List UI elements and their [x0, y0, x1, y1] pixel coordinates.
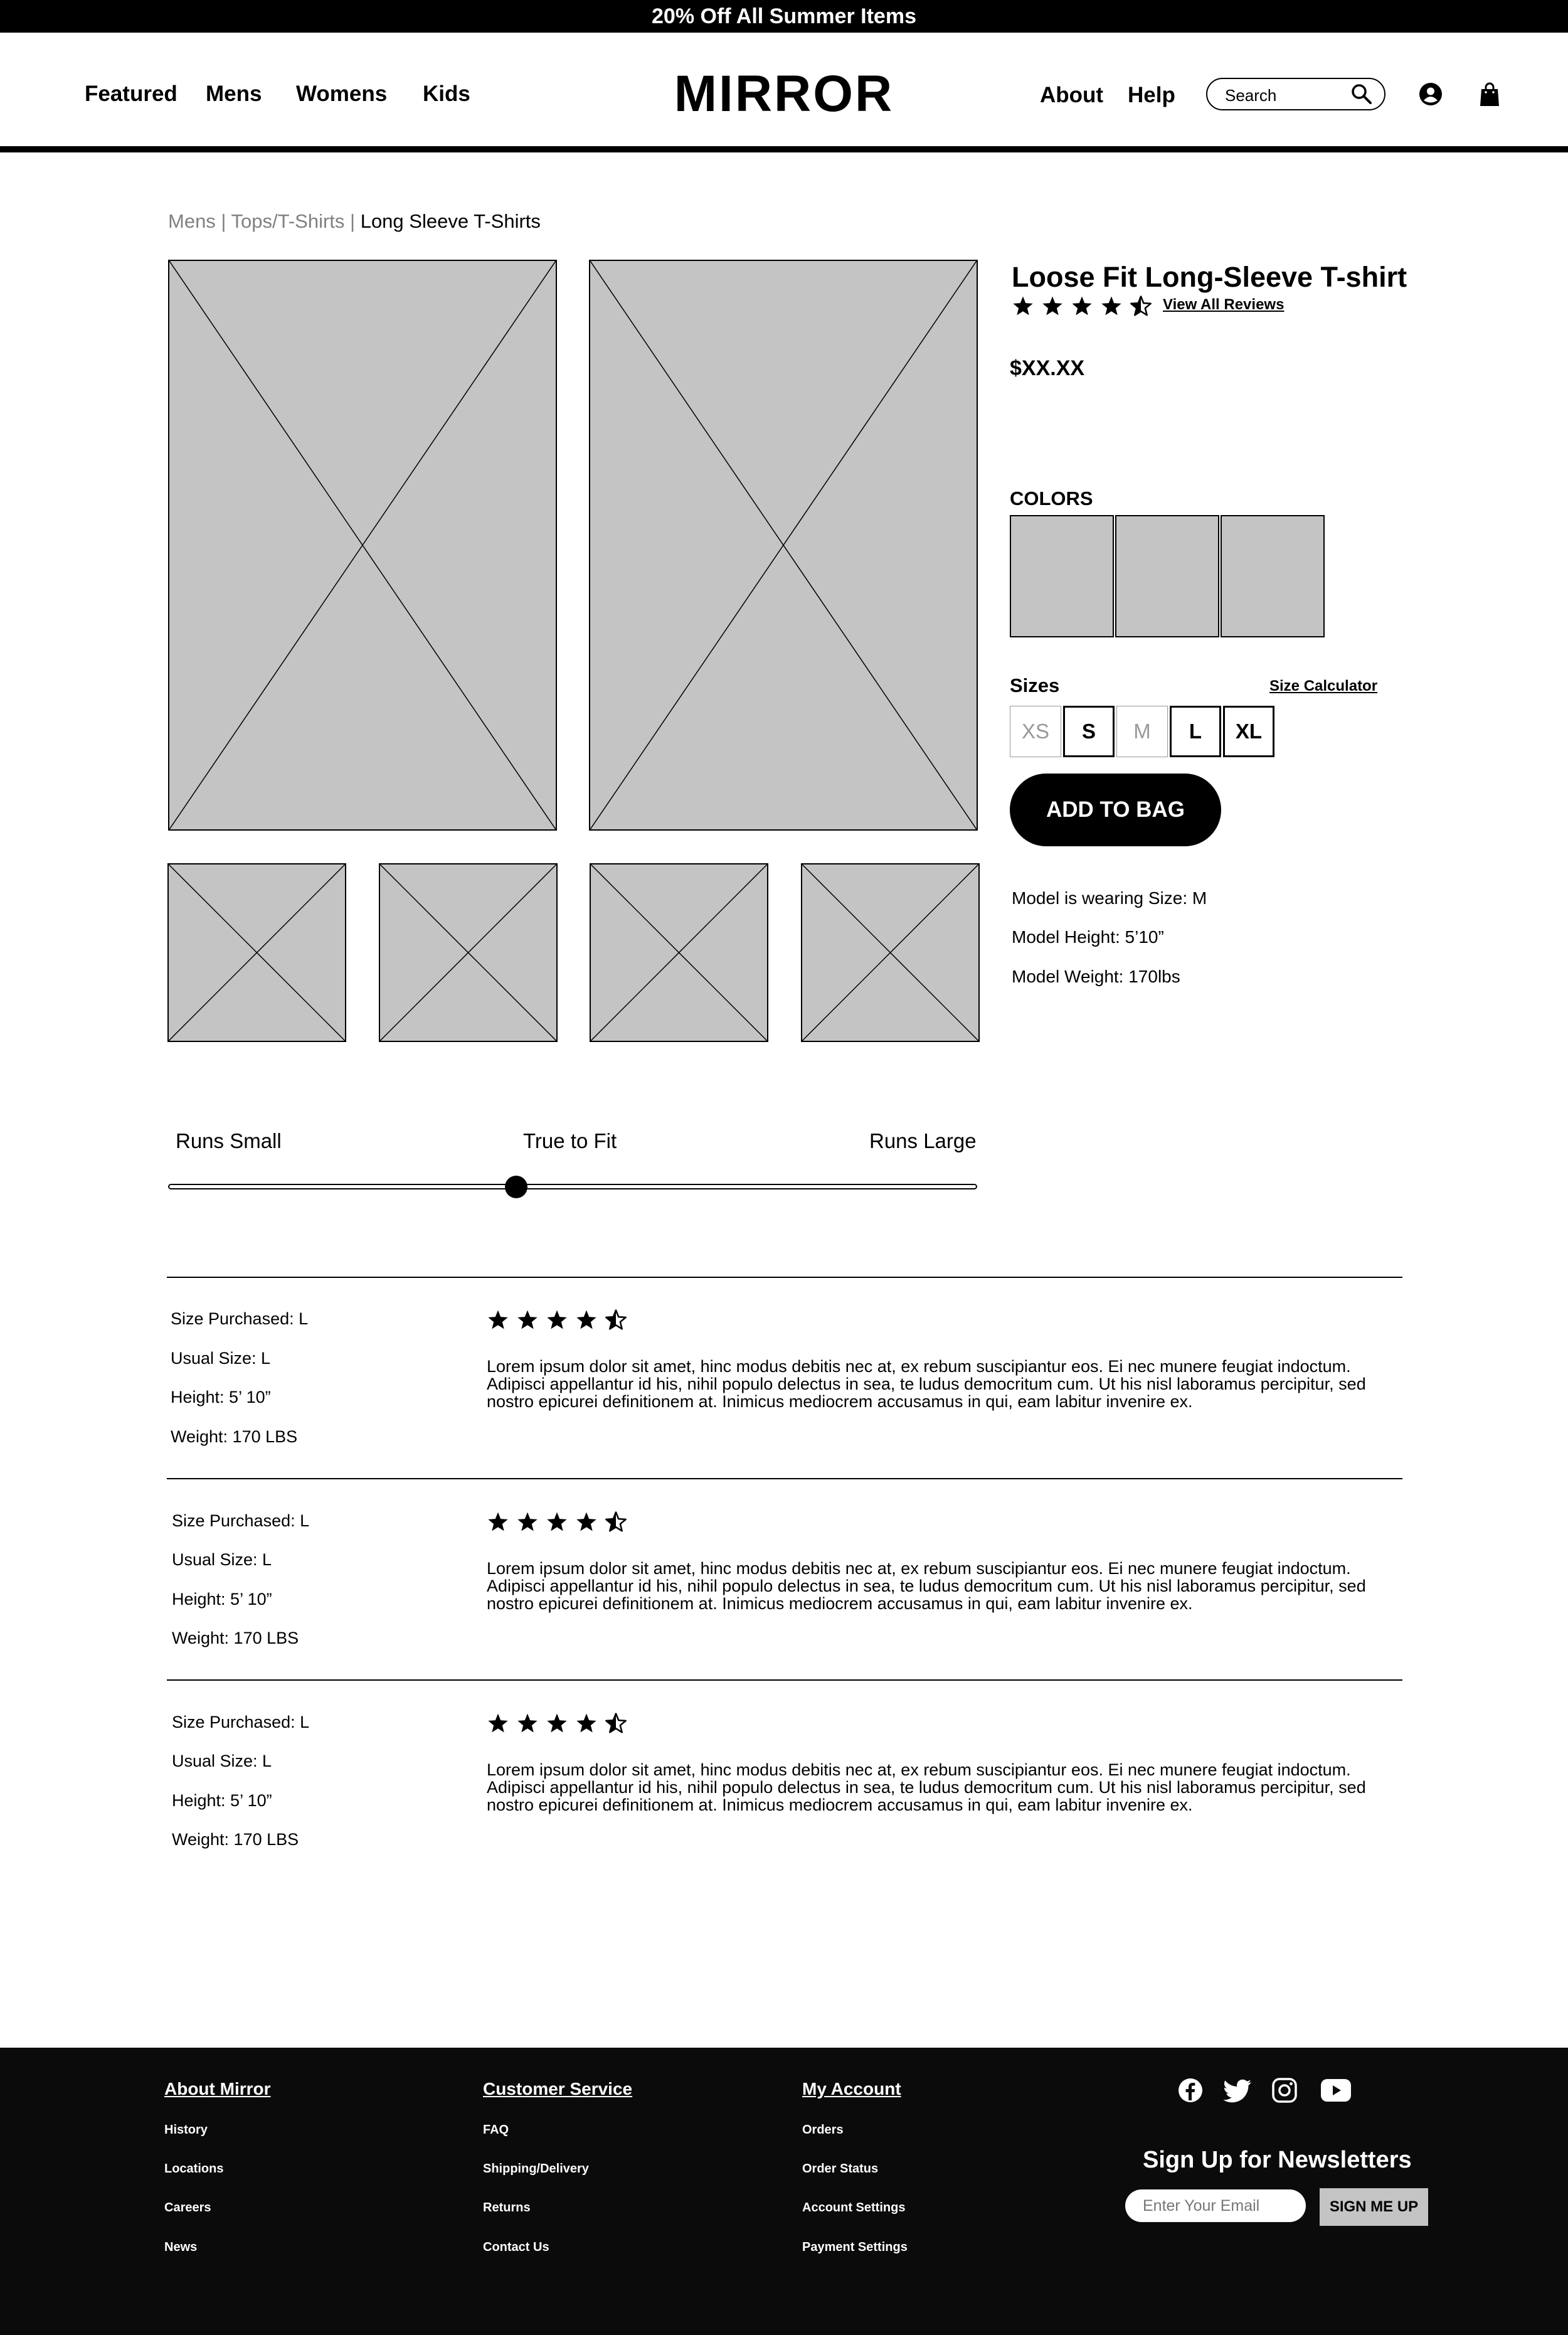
review-divider: [167, 1277, 1402, 1278]
footer-link-orders[interactable]: Orders: [802, 2123, 844, 2137]
search-box[interactable]: [1206, 78, 1385, 110]
newsletter-email-input[interactable]: [1125, 2189, 1306, 2222]
footer-link-faq[interactable]: FAQ: [483, 2123, 509, 2137]
twitter-icon[interactable]: [1223, 2079, 1252, 2106]
facebook-icon[interactable]: [1178, 2078, 1203, 2106]
color-swatch-2[interactable]: [1115, 515, 1219, 637]
review-weight: Weight: 170 LBS: [171, 1427, 298, 1446]
account-icon[interactable]: [1419, 82, 1443, 109]
nav-kids[interactable]: Kids: [423, 82, 470, 106]
site-header: [0, 33, 1568, 149]
site-footer: [0, 2048, 1568, 2335]
review-height: Height: 5’ 10”: [172, 1590, 272, 1609]
footer-link-contact-us[interactable]: Contact Us: [483, 2240, 549, 2254]
size-option-s[interactable]: S: [1063, 706, 1115, 757]
review-usual-size: Usual Size: L: [172, 1550, 272, 1569]
review-weight: Weight: 170 LBS: [172, 1830, 299, 1849]
review-divider: [167, 1478, 1402, 1479]
star-icon: [576, 1311, 596, 1329]
review-size-purchased: Size Purchased: L: [172, 1713, 310, 1731]
product-thumbnail-4[interactable]: [801, 863, 980, 1042]
star-icon: [547, 1311, 566, 1329]
review-text: Lorem ipsum dolor sit amet, hinc modus debitis nec at, ex rebum suscipiantur eos. Ei nec munere feugiat indoctum. Adipisci appellantur id his, nihil populo delectus in sea, te ludus democritum cum. Ut his nisl laboramus percipitur, sed nostro epicurei definitionem at. Inimicus mediocrem accusamus in qui, eam labitur invenire ex.: [487, 1760, 1366, 1814]
footer-link-locations[interactable]: Locations: [164, 2162, 224, 2176]
breadcrumb-separator: |: [215, 210, 231, 232]
search-input[interactable]: [1224, 85, 1352, 105]
size-option-xl[interactable]: XL: [1223, 706, 1274, 757]
star-icon: [1042, 297, 1062, 316]
nav-help[interactable]: Help: [1128, 83, 1175, 107]
breadcrumb: [168, 210, 541, 233]
review-usual-size: Usual Size: L: [172, 1752, 272, 1770]
model-weight-info: Model Weight: 170lbs: [1012, 967, 1180, 986]
star-icon: [517, 1311, 537, 1329]
review-usual-size: Usual Size: L: [171, 1349, 271, 1368]
review-weight: Weight: 170 LBS: [172, 1629, 299, 1647]
review-divider: [167, 1679, 1402, 1681]
search-icon[interactable]: [1350, 83, 1373, 109]
header-divider: [0, 146, 1568, 152]
review-size-purchased: Size Purchased: L: [172, 1511, 310, 1530]
star-icon: [1101, 297, 1121, 316]
product-thumbnail-1[interactable]: [167, 863, 346, 1042]
review-size-purchased: Size Purchased: L: [171, 1309, 309, 1328]
review-rating: [487, 1309, 627, 1334]
breadcrumb-separator: |: [344, 210, 361, 232]
product-title: Loose Fit Long-Sleeve T-shirt: [1012, 261, 1407, 293]
star-icon: [547, 1714, 566, 1733]
nav-womens[interactable]: Womens: [296, 82, 388, 106]
star-icon: [576, 1714, 596, 1733]
breadcrumb-tops[interactable]: Tops/T-Shirts: [231, 210, 345, 232]
footer-link-order-status[interactable]: Order Status: [802, 2162, 879, 2176]
product-image-main-2[interactable]: [589, 260, 978, 831]
product-thumbnail-3[interactable]: [590, 863, 768, 1042]
footer-customer-service-heading[interactable]: Customer Service: [483, 2079, 633, 2098]
youtube-icon[interactable]: [1321, 2079, 1351, 2105]
model-size-info: Model is wearing Size: M: [1012, 888, 1207, 908]
newsletter-title: Sign Up for Newsletters: [1143, 2147, 1412, 2173]
footer-link-account-settings[interactable]: Account Settings: [802, 2201, 906, 2215]
model-height-info: Model Height: 5’10”: [1012, 927, 1164, 947]
review-rating: [487, 1511, 627, 1536]
review-height: Height: 5’ 10”: [172, 1791, 272, 1810]
footer-my-account-heading[interactable]: My Account: [802, 2079, 901, 2098]
shopping-bag-icon[interactable]: [1480, 82, 1500, 110]
instagram-icon[interactable]: [1272, 2078, 1297, 2106]
breadcrumb-mens[interactable]: Mens: [168, 210, 216, 232]
star-icon: [488, 1513, 507, 1531]
nav-mens[interactable]: Mens: [206, 82, 262, 106]
fit-slider-track[interactable]: [168, 1184, 977, 1189]
view-all-reviews-link[interactable]: View All Reviews: [1163, 296, 1285, 313]
size-option-m[interactable]: M: [1116, 706, 1168, 757]
star-icon: [517, 1513, 537, 1531]
star-icon: [517, 1714, 537, 1733]
fit-label-runs-small: Runs Small: [176, 1129, 282, 1152]
product-image-main-1[interactable]: [168, 260, 557, 831]
star-icon: [547, 1513, 566, 1531]
review-text: Lorem ipsum dolor sit amet, hinc modus debitis nec at, ex rebum suscipiantur eos. Ei nec munere feugiat indoctum. Adipisci appellantur id his, nihil populo delectus in sea, te ludus democritum cum. Ut his nisl laboramus percipitur, sed nostro epicurei definitionem at. Inimicus mediocrem accusamus in qui, eam labitur invenire ex.: [487, 1559, 1366, 1613]
star-icon: [576, 1513, 596, 1531]
star-icon: [1013, 297, 1032, 316]
footer-link-shipping[interactable]: Shipping/Delivery: [483, 2162, 589, 2176]
star-icon: [488, 1311, 507, 1329]
star-icon: [1072, 297, 1091, 316]
newsletter-signup-button[interactable]: SIGN ME UP: [1320, 2188, 1428, 2226]
color-swatch-3[interactable]: [1221, 515, 1325, 637]
size-calculator-link[interactable]: Size Calculator: [1269, 678, 1378, 694]
footer-link-payment-settings[interactable]: Payment Settings: [802, 2240, 908, 2254]
breadcrumb-current: Long Sleeve T-Shirts: [360, 210, 541, 232]
nav-featured[interactable]: Featured: [85, 82, 177, 106]
product-rating[interactable]: [1012, 295, 1152, 321]
footer-link-careers[interactable]: Careers: [164, 2201, 211, 2215]
footer-link-news[interactable]: News: [164, 2240, 198, 2254]
fit-slider-handle[interactable]: [505, 1176, 527, 1198]
promo-banner: 20% Off All Summer Items: [0, 0, 1568, 33]
review-text: Lorem ipsum dolor sit amet, hinc modus debitis nec at, ex rebum suscipiantur eos. Ei nec munere feugiat indoctum. Adipisci appellantur id his, nihil populo delectus in sea, te ludus democritum cum. Ut his nisl laboramus percipitur, sed nostro epicurei definitionem at. Inimicus mediocrem accusamus in qui, eam labitur invenire ex.: [487, 1357, 1366, 1411]
star-icon: [488, 1714, 507, 1733]
add-to-bag-button[interactable]: ADD TO BAG: [1010, 774, 1221, 846]
colors-label: COLORS: [1010, 487, 1093, 509]
site-logo[interactable]: MIRROR: [674, 65, 894, 122]
footer-link-returns[interactable]: Returns: [483, 2201, 531, 2215]
review-height: Height: 5’ 10”: [171, 1388, 271, 1407]
review-rating: [487, 1712, 627, 1738]
size-option-l[interactable]: L: [1170, 706, 1221, 757]
fit-label-true-to-fit: True to Fit: [523, 1129, 617, 1152]
fit-label-runs-large: Runs Large: [869, 1129, 977, 1152]
product-thumbnail-2[interactable]: [379, 863, 558, 1042]
size-option-xs[interactable]: XS: [1010, 706, 1061, 757]
footer-link-history[interactable]: History: [164, 2123, 208, 2137]
color-swatch-1[interactable]: [1010, 515, 1114, 637]
product-price: $XX.XX: [1010, 356, 1085, 380]
sizes-label: Sizes: [1010, 674, 1060, 696]
footer-about-mirror-heading[interactable]: About Mirror: [164, 2079, 271, 2098]
nav-about[interactable]: About: [1040, 83, 1104, 107]
